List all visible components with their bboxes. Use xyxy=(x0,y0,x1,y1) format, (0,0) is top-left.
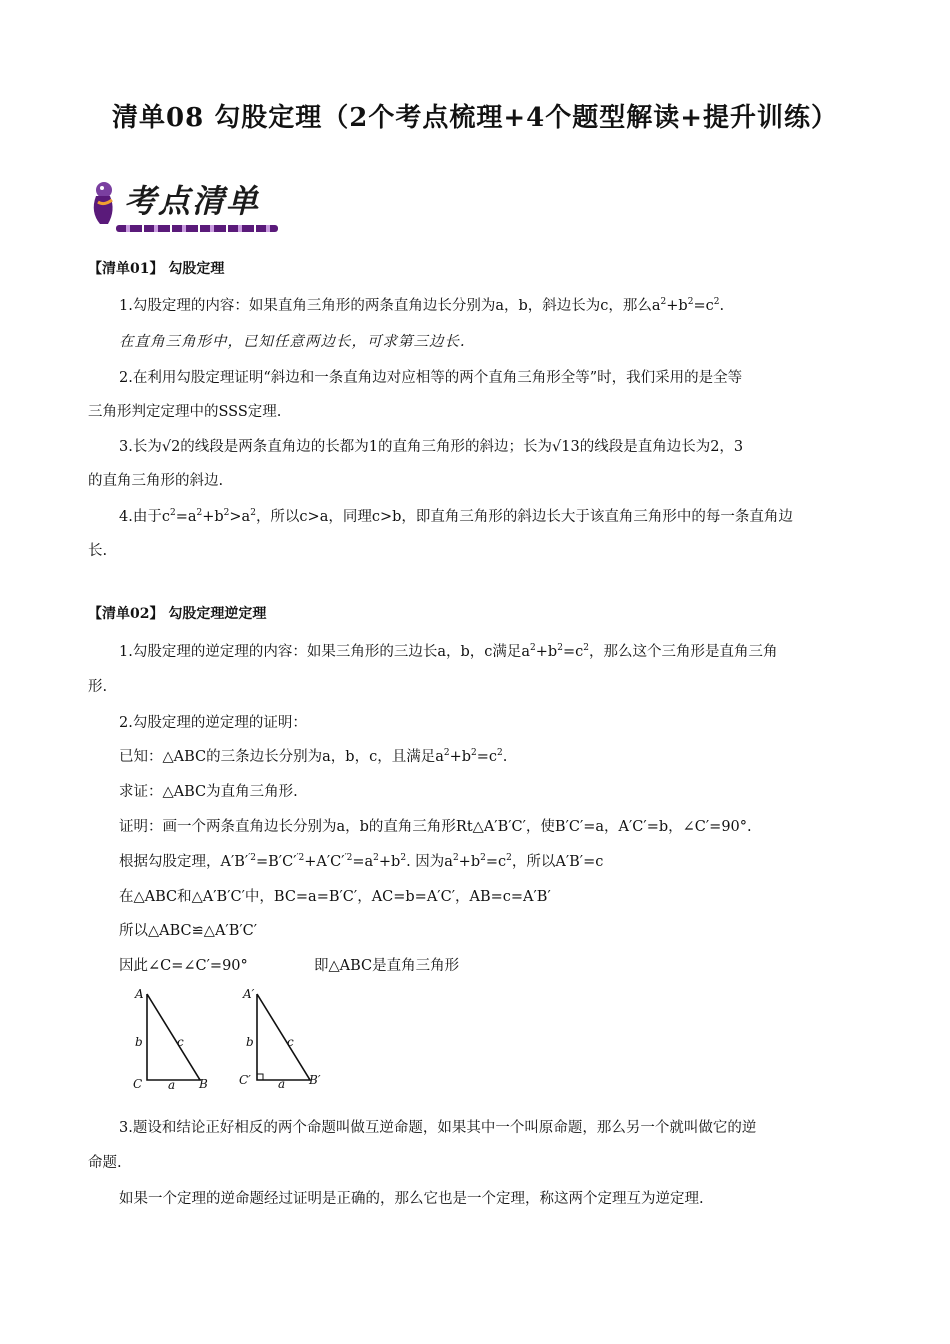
tri2-label-b: b xyxy=(246,1035,254,1049)
s2-paragraph-1-line-2: 形. xyxy=(88,679,108,695)
triangles-figure xyxy=(125,980,335,1095)
s2-paragraph-3-line-1: 3.题设和结论正好相反的两个命题叫做互逆命题，如果其中一个叫原命题，那么另一个就叫做它的逆 xyxy=(119,1120,757,1136)
s2-known: 已知：△ABC的三条边长分别为a，b，c，且满足$a^2+b^2=c^2$. xyxy=(119,748,508,765)
section-logo xyxy=(86,176,286,238)
tri1-label-C: C xyxy=(133,1077,143,1091)
tri1-label-b: b xyxy=(135,1035,143,1049)
tri2-label-C: C′ xyxy=(239,1073,251,1087)
s1-paragraph-3-line-2: 的直角三角形的斜边. xyxy=(88,473,224,489)
triangle-abc xyxy=(133,987,208,1092)
s2-pythagoras-line: 根据勾股定理，$A'B'^{'2}=B'C'^{'2}+A'C'^{'2}=a^2+b^2$. 因为$a^2+b^2=c^2$，所以A′B′=c xyxy=(119,853,604,870)
logo-text: 考点清单 xyxy=(124,182,261,220)
s2-proof-title: 2.勾股定理的逆定理的证明： xyxy=(119,715,307,731)
right-angle-mark xyxy=(257,1074,263,1080)
s2-congruent: 所以△ABC≌△A′B′C′ xyxy=(119,923,258,939)
s2-therefore: 因此∠C=∠C′=90° xyxy=(119,958,248,974)
s1-paragraph-1: 1.勾股定理的内容：如果直角三角形的两条直角边长分别为a，b，斜边长为c，那么$a^2+b^2=c^2$. xyxy=(119,297,725,314)
section-heading-1: 【清单01】 勾股定理 xyxy=(88,261,225,277)
s2-triangle-comparison: 在△ABC和△A′B′C′中，BC=a=B′C′，AC=b=A′C′，AB=c=A′B′ xyxy=(119,889,551,905)
section-heading-2: 【清单02】 勾股定理逆定理 xyxy=(88,606,267,622)
s2-paragraph-1-line-1: 1.勾股定理的逆定理的内容：如果三角形的三边长a，b，c满足$a^2+b^2=c^2$，那么这个三角形是直角三角 xyxy=(119,643,778,660)
tri1-label-a: a xyxy=(168,1078,176,1092)
tri2-label-a: a xyxy=(278,1077,286,1091)
triangle-a-prime-b-prime-c-prime xyxy=(239,987,321,1091)
tri2-label-A: A′ xyxy=(243,987,255,1001)
s1-paragraph-4-line-1: 4.由于$c^2=a^2+b^2>a^2$，所以c>a，同理c>b，即直角三角形的斜边长大于该直角三角形中的每一条直角边 xyxy=(119,508,793,525)
tri2-label-B: B′ xyxy=(309,1073,321,1087)
tri1-label-B: B xyxy=(199,1077,208,1091)
tri1-label-c: c xyxy=(177,1035,184,1049)
page-title: 清单08 勾股定理（2个考点梳理+4个题型解读+提升训练） xyxy=(112,103,838,133)
s2-conclusion: 即△ABC是直角三角形 xyxy=(314,958,460,974)
s2-prove: 求证：△ABC为直角三角形. xyxy=(119,784,298,800)
logo-underline xyxy=(116,225,278,232)
tri2-label-c: c xyxy=(287,1035,294,1049)
s2-proof: 证明：画一个两条直角边长分别为a，b的直角三角形Rt△A′B′C′，使B′C′=a，A′C′=b，∠C′=90°. xyxy=(119,819,752,835)
s1-paragraph-3-line-1: 3.长为√2的线段是两条直角边的长都为1的直角三角形的斜边；长为√13的线段是直角边长为2，3 xyxy=(119,439,744,455)
s1-paragraph-4-line-2: 长. xyxy=(88,543,108,559)
s2-paragraph-3-line-2: 命题. xyxy=(88,1155,122,1171)
s1-paragraph-2-line-1: 2.在利用勾股定理证明“斜边和一条直角边对应相等的两个直角三角形全等”时，我们采用的是全等 xyxy=(119,370,743,386)
s1-note: 在直角三角形中，已知任意两边长，可求第三边长. xyxy=(119,334,466,350)
s2-paragraph-3-line-3: 如果一个定理的逆命题经过证明是正确的，那么它也是一个定理，称这两个定理互为逆定理. xyxy=(119,1191,704,1207)
tri1-label-A: A xyxy=(135,987,144,1001)
s1-paragraph-2-line-2: 三角形判定定理中的SSS定理. xyxy=(88,404,282,420)
